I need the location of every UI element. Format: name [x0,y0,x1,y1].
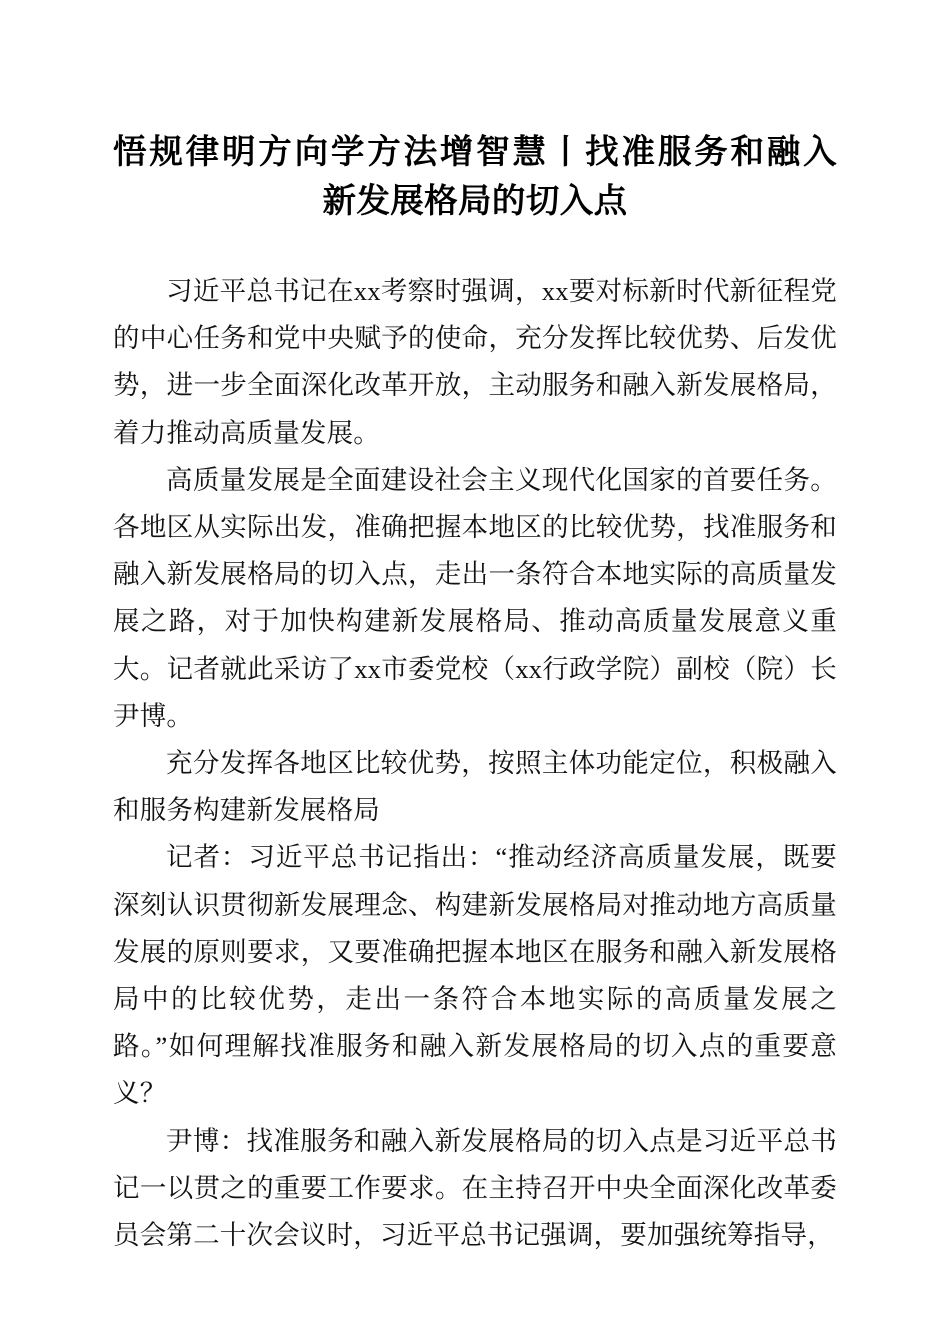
paragraph-2: 高质量发展是全面建设社会主义现代化国家的首要任务。各地区从实际出发，准确把握本地区的比较优势，找准服务和融入新发展格局的切入点，走出一条符合本地实际的高质量发展之路，对于加快构建新发展格局、推动高质量发展意义重大。记者就此采访了xx市委党校（xx行政学院）副校（院）长尹博。 [113,464,837,731]
page-title-line-2: 新发展格局的切入点 [322,183,628,220]
document-content [113,0,837,1259]
paragraph-5-answer: 尹博：找准服务和融入新发展格局的切入点是习近平总书记一以贯之的重要工作要求。在主持召开中央全面深化改革委员会第二十次会议时，习近平总书记强调，要加强统筹指导， [113,1125,837,1251]
page-title-line-1: 悟规律明方向学方法增智慧丨找准服务和融入 [113,134,837,171]
paragraph-3-subheading: 充分发挥各地区比较优势，按照主体功能定位，积极融入和服务构建新发展格局 [113,748,837,826]
page-title [113,0,837,226]
document-body [113,268,837,1259]
paragraph-1: 习近平总书记在xx考察时强调，xx要对标新时代新征程党的中心任务和党中央赋予的使命，充分发挥比较优势、后发优势，进一步全面深化改革开放，主动服务和融入新发展格局，着力推动高质量发展。 [113,276,837,448]
paragraph-4-question: 记者：习近平总书记指出：“推动经济高质量发展，既要深刻认识贯彻新发展理念、构建新发展格局对推动地方高质量发展的原则要求，又要准确把握本地区在服务和融入新发展格局中的比较优势，走出一条符合本地实际的高质量发展之路。”如何理解找准服务和融入新发展格局的切入点的重要意义？ [113,842,837,1109]
